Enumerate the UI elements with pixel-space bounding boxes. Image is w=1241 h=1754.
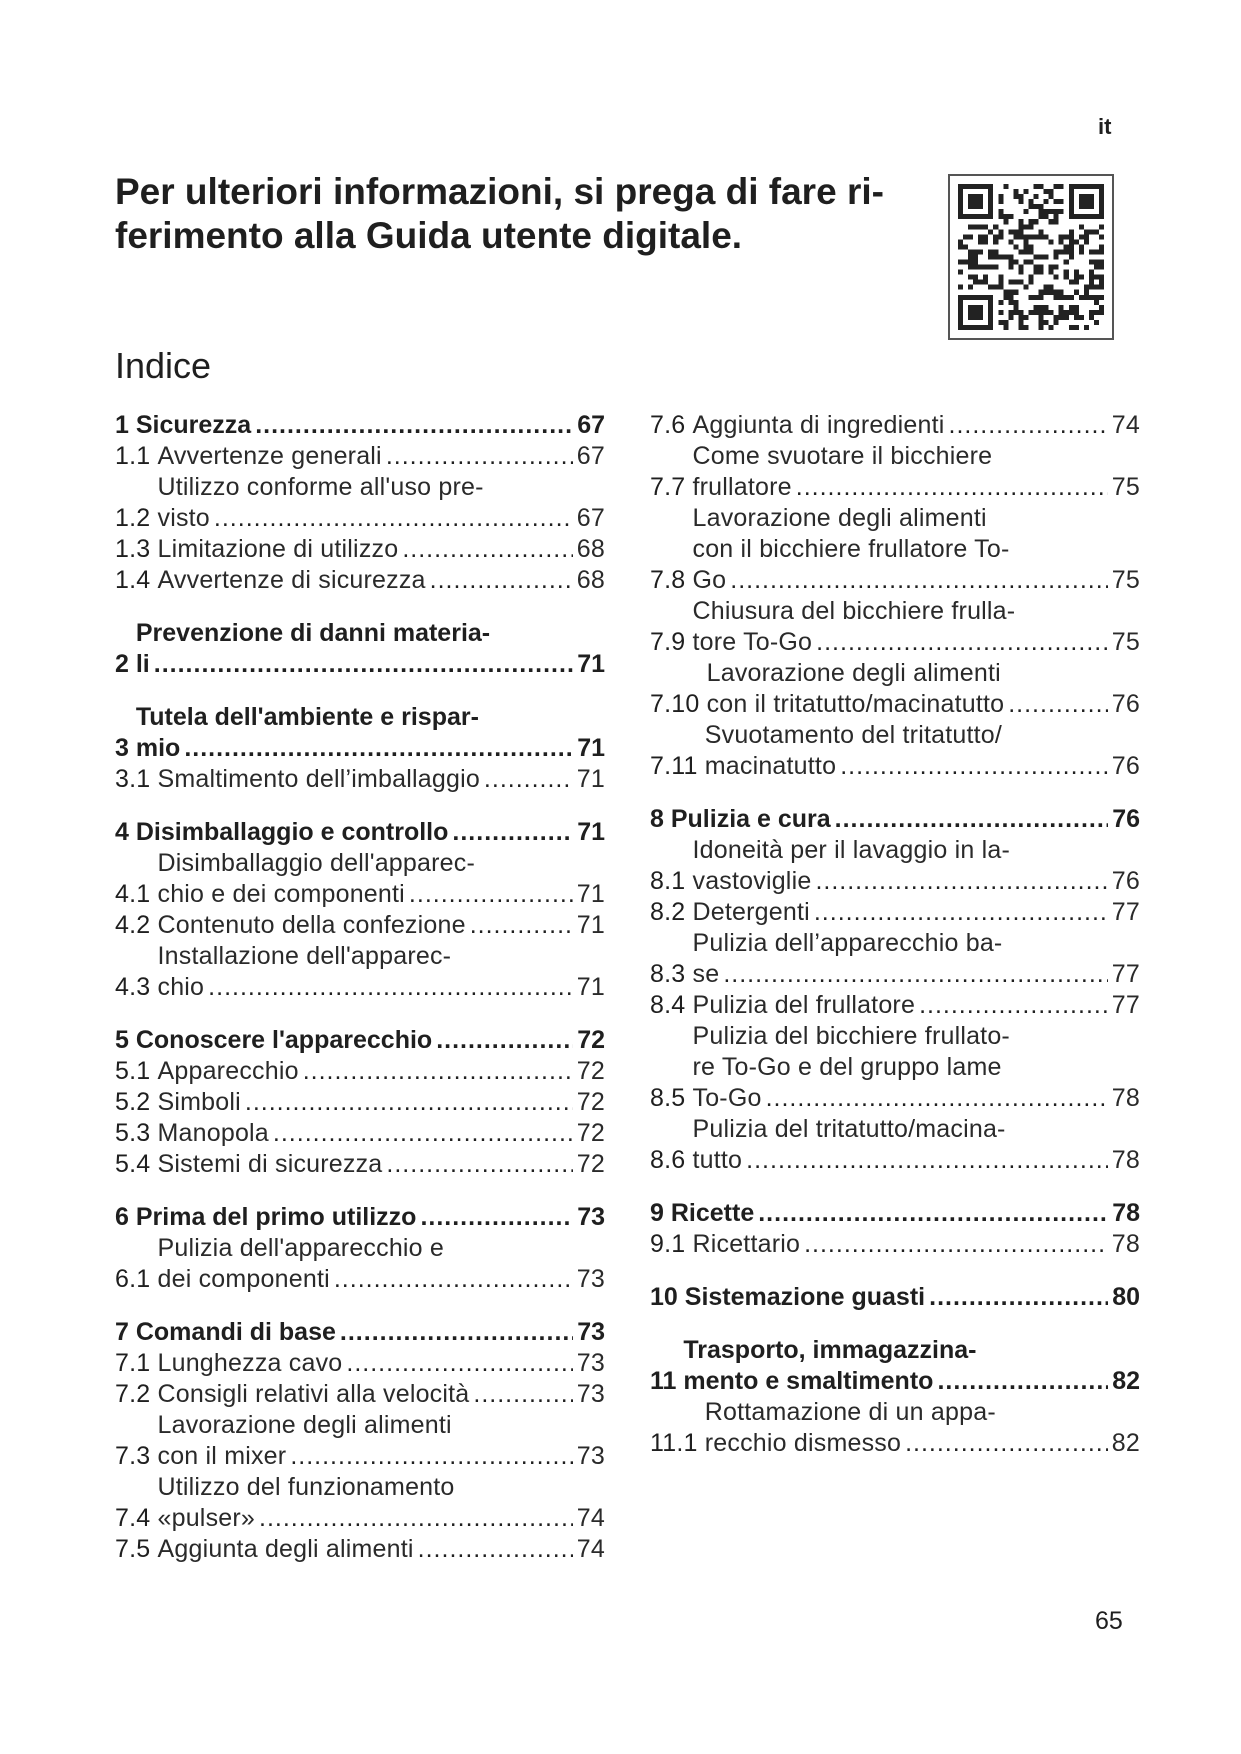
- toc-dot-leader: [346, 1348, 572, 1379]
- toc-entry-number: 5.4: [115, 1150, 158, 1178]
- toc-entry-title-line: Installazione dell'apparec-: [157, 942, 452, 970]
- toc-entry-number: 7.6: [650, 411, 693, 439]
- toc-dot-leader: [303, 1056, 573, 1087]
- toc-dot-leader: [259, 1503, 573, 1534]
- toc-entry-page: 74: [576, 1504, 605, 1532]
- toc-dot-leader: [184, 733, 573, 764]
- toc-dot-leader: [937, 1366, 1108, 1397]
- toc-dot-leader: [334, 1264, 573, 1295]
- toc-entry-title-line: Disimballaggio dell'apparec-: [157, 849, 475, 877]
- toc-entry-title: mento e smaltimento: [683, 1367, 934, 1395]
- toc-entry-number: 4.3: [115, 973, 158, 1001]
- toc-entry-title: To-Go: [692, 1084, 762, 1112]
- toc-entry-page: 73: [576, 1442, 605, 1470]
- toc-entry-number: 5.1: [115, 1057, 158, 1085]
- index-title: Indice: [115, 345, 212, 386]
- toc-dot-leader: [835, 804, 1109, 835]
- toc-entry-number: 5.2: [115, 1088, 158, 1116]
- toc-entry-number: 7.1: [115, 1349, 158, 1377]
- toc-entry-page: 71: [576, 765, 605, 793]
- toc-entry-title: Ricettario: [692, 1230, 801, 1258]
- toc-entry-title: Pulizia e cura: [670, 805, 831, 833]
- toc-dot-leader: [420, 1202, 573, 1233]
- toc-entry-title: Avvertenze di sicurezza: [157, 566, 426, 594]
- toc-entry-title: macinatutto: [704, 752, 837, 780]
- toc-section-entry[interactable]: [115, 472, 605, 534]
- toc-section-entry[interactable]: [115, 1149, 605, 1180]
- toc-entry-page: 68: [576, 566, 605, 594]
- toc-dot-leader: [723, 959, 1107, 990]
- toc-entry-number: 4: [115, 818, 136, 846]
- toc-entry-number: 10: [650, 1283, 685, 1311]
- toc-chapter-entry[interactable]: [115, 1025, 605, 1056]
- qr-code-icon: [948, 174, 1114, 340]
- toc-section-entry[interactable]: [115, 1379, 605, 1410]
- toc-entry-title: Sistemi di sicurezza: [157, 1150, 383, 1178]
- toc-section-entry[interactable]: [650, 658, 1140, 720]
- toc-entry-title: con il mixer: [157, 1442, 287, 1470]
- toc-entry-page: 73: [577, 1318, 605, 1346]
- toc-entry-page: 72: [576, 1150, 605, 1178]
- toc-entry-number: 7.11: [650, 752, 705, 780]
- toc-entry-page: 71: [576, 911, 605, 939]
- toc-entry-number: 6: [115, 1203, 136, 1231]
- toc-entry-page: 74: [1111, 411, 1140, 439]
- toc-entry-title: dei componenti: [157, 1265, 330, 1293]
- toc-entry-title-line: Lavorazione degli alimenti: [157, 1411, 452, 1439]
- toc-section-entry[interactable]: [650, 441, 1140, 503]
- toc-section-entry[interactable]: [650, 410, 1140, 441]
- toc-dot-leader: [758, 1198, 1108, 1229]
- toc-entry-page: 82: [1112, 1367, 1140, 1395]
- toc-chapter-entry[interactable]: [650, 1198, 1140, 1229]
- toc-entry-page: 67: [576, 504, 605, 532]
- toc-dot-leader: [905, 1428, 1108, 1459]
- headline-line-1: Per ulteriori informazioni, si prega di fare ri-: [115, 171, 884, 212]
- toc-entry-title-line: re To-Go e del gruppo lame: [692, 1053, 1002, 1081]
- toc-entry-number: 5: [115, 1026, 136, 1054]
- toc-dot-leader: [386, 441, 573, 472]
- headline-line-2: ferimento alla Guida utente digitale.: [115, 215, 743, 256]
- page-headline: [115, 170, 925, 258]
- toc-dot-leader: [340, 1317, 573, 1348]
- toc-entry-title: chio: [157, 973, 205, 1001]
- toc-dot-leader: [452, 817, 573, 848]
- toc-entry-page: 67: [577, 411, 605, 439]
- toc-entry-number: 8.4: [650, 991, 693, 1019]
- toc-entry-page: 72: [576, 1057, 605, 1085]
- toc-entry-title-line: Chiusura del bicchiere frulla-: [692, 597, 1016, 625]
- toc-entry-number: 8.3: [650, 960, 693, 988]
- toc-dot-leader: [766, 1083, 1108, 1114]
- toc-entry-page: 71: [576, 880, 605, 908]
- toc-entry-title-line: Pulizia dell’apparecchio ba-: [692, 929, 1003, 957]
- toc-entry-number: 1.1: [115, 442, 158, 470]
- toc-entry-page: 71: [576, 973, 605, 1001]
- toc-entry-number: 1.4: [115, 566, 158, 594]
- toc-entry-page: 75: [1111, 628, 1140, 656]
- toc-dot-leader: [436, 1025, 573, 1056]
- toc-entry-title: recchio dismesso: [704, 1429, 902, 1457]
- toc-section-entry[interactable]: [650, 1021, 1140, 1114]
- toc-dot-leader: [245, 1087, 573, 1118]
- toc-section-entry[interactable]: [650, 897, 1140, 928]
- toc-dot-leader: [484, 764, 573, 795]
- toc-chapter-entry[interactable]: [115, 1202, 605, 1233]
- toc-dot-leader: [255, 410, 573, 441]
- toc-dot-leader: [746, 1145, 1108, 1176]
- toc-dot-leader: [290, 1441, 572, 1472]
- toc-entry-page: 77: [1111, 960, 1140, 988]
- toc-entry-title: Smaltimento dell’imballaggio: [157, 765, 480, 793]
- toc-dot-leader: [730, 565, 1108, 596]
- toc-dot-leader: [1008, 689, 1108, 720]
- toc-section-entry[interactable]: [115, 941, 605, 1003]
- toc-dot-leader: [418, 1534, 573, 1565]
- toc-entry-number: 5.3: [115, 1119, 158, 1147]
- toc-dot-leader: [814, 897, 1108, 928]
- toc-entry-title: tutto: [692, 1146, 743, 1174]
- toc-section-entry[interactable]: [115, 1233, 605, 1295]
- toc-section-entry[interactable]: [115, 764, 605, 795]
- toc-dot-leader: [386, 1149, 572, 1180]
- toc-entry-page: 68: [576, 535, 605, 563]
- toc-entry-number: 7.2: [115, 1380, 158, 1408]
- toc-section-entry[interactable]: [650, 928, 1140, 990]
- toc-section-entry[interactable]: [115, 534, 605, 565]
- toc-entry-number: 7.5: [115, 1535, 158, 1563]
- toc-dot-leader: [470, 910, 573, 941]
- toc-entry-number: 1.2: [115, 504, 158, 532]
- toc-section-entry[interactable]: [650, 1397, 1140, 1459]
- toc-entry-number: 8: [650, 805, 671, 833]
- toc-entry-page: 75: [1111, 566, 1140, 594]
- toc-dot-leader: [949, 410, 1108, 441]
- toc-entry-page: 71: [577, 734, 605, 762]
- toc-entry-number: 1.3: [115, 535, 158, 563]
- toc-dot-leader: [208, 972, 573, 1003]
- toc-entry-title: Aggiunta degli alimenti: [157, 1535, 414, 1563]
- toc-entry-number: 9: [650, 1199, 671, 1227]
- toc-entry-title: li: [135, 650, 150, 678]
- toc-entry-title-line: Tutela dell'ambiente e rispar-: [135, 703, 479, 731]
- toc-entry-page: 73: [576, 1265, 605, 1293]
- toc-entry-title-line: Pulizia del tritatutto/macina-: [692, 1115, 1006, 1143]
- toc-section-entry[interactable]: [650, 720, 1140, 782]
- toc-section-entry[interactable]: [650, 1229, 1140, 1260]
- toc-entry-page: 78: [1111, 1146, 1140, 1174]
- toc-section-entry[interactable]: [115, 441, 605, 472]
- toc-entry-title: mio: [135, 734, 181, 762]
- toc-section-entry[interactable]: [650, 596, 1140, 658]
- toc-entry-title-line: Lavorazione degli alimenti: [706, 659, 1001, 687]
- toc-entry-page: 76: [1111, 867, 1140, 895]
- toc-entry-title: Sistemazione guasti: [684, 1283, 926, 1311]
- toc-entry-number: 4.2: [115, 911, 158, 939]
- toc-entry-title: Contenuto della confezione: [157, 911, 466, 939]
- toc-entry-page: 73: [577, 1203, 605, 1231]
- toc-dot-leader: [815, 866, 1107, 897]
- toc-section-entry[interactable]: [650, 1114, 1140, 1176]
- toc-section-entry[interactable]: [650, 835, 1140, 897]
- toc-entry-number: 7.4: [115, 1504, 158, 1532]
- toc-entry-page: 77: [1111, 991, 1140, 1019]
- toc-entry-title: tore To-Go: [692, 628, 813, 656]
- toc-entry-number: 8.2: [650, 898, 693, 926]
- toc-entry-title-line: Prevenzione di danni materia-: [135, 619, 491, 647]
- toc-entry-title-line: Lavorazione degli alimenti: [692, 504, 987, 532]
- toc-dot-leader: [929, 1282, 1108, 1313]
- toc-entry-title: Consigli relativi alla velocità: [157, 1380, 470, 1408]
- toc-section-entry[interactable]: [115, 910, 605, 941]
- toc-section-entry[interactable]: [115, 565, 605, 596]
- toc-entry-page: 73: [576, 1349, 605, 1377]
- toc-entry-page: 73: [576, 1380, 605, 1408]
- toc-entry-title: «pulser»: [157, 1504, 255, 1532]
- toc-entry-page: 71: [577, 818, 605, 846]
- toc-chapter-entry[interactable]: [115, 702, 605, 764]
- toc-entry-number: 2: [115, 650, 136, 678]
- toc-entry-title-line: Rottamazione di un appa-: [704, 1398, 996, 1426]
- toc-entry-title-line: Utilizzo del funzionamento: [157, 1473, 455, 1501]
- toc-chapter-entry[interactable]: [115, 618, 605, 680]
- toc-entry-title: Lunghezza cavo: [157, 1349, 343, 1377]
- toc-entry-title-line: con il bicchiere frullatore To-: [692, 535, 1010, 563]
- toc-entry-title-line: Trasporto, immagazzina-: [683, 1336, 977, 1364]
- toc-entry-title: Comandi di base: [135, 1318, 336, 1346]
- toc-entry-title-line: Pulizia dell'apparecchio e: [157, 1234, 445, 1262]
- toc-left-column: [115, 410, 605, 1565]
- toc-entry-title: vastoviglie: [692, 867, 812, 895]
- toc-entry-page: 71: [577, 650, 605, 678]
- toc-entry-number: 7.10: [650, 690, 707, 718]
- toc-entry-number: 1: [115, 411, 136, 439]
- toc-chapter-entry[interactable]: [115, 1317, 605, 1348]
- toc-chapter-entry[interactable]: [115, 817, 605, 848]
- toc-entry-title: Ricette: [670, 1199, 755, 1227]
- toc-entry-number: 9.1: [650, 1230, 693, 1258]
- toc-dot-leader: [402, 534, 572, 565]
- toc-entry-title: visto: [157, 504, 210, 532]
- toc-section-entry[interactable]: [115, 1056, 605, 1087]
- toc-chapter-entry[interactable]: [650, 804, 1140, 835]
- toc-chapter-entry[interactable]: [650, 1282, 1140, 1313]
- toc-entry-title: Simboli: [157, 1088, 241, 1116]
- toc-entry-page: 76: [1111, 752, 1140, 780]
- toc-section-entry[interactable]: [115, 1348, 605, 1379]
- toc-entry-page: 75: [1111, 473, 1140, 501]
- toc-entry-number: 7.8: [650, 566, 693, 594]
- toc-dot-leader: [796, 472, 1108, 503]
- toc-entry-number: 7.9: [650, 628, 693, 656]
- toc-entry-title-line: Svuotamento del tritatutto/: [704, 721, 1002, 749]
- toc-entry-page: 78: [1111, 1230, 1140, 1258]
- toc-entry-title: Prima del primo utilizzo: [135, 1203, 417, 1231]
- toc-entry-number: 11.1: [650, 1429, 705, 1457]
- toc-dot-leader: [273, 1118, 573, 1149]
- toc-entry-page: 72: [576, 1119, 605, 1147]
- toc-entry-page: 78: [1112, 1199, 1140, 1227]
- toc-entry-number: 8.6: [650, 1146, 693, 1174]
- toc-entry-page: 76: [1111, 690, 1140, 718]
- toc-entry-number: 7.3: [115, 1442, 158, 1470]
- toc-entry-page: 77: [1111, 898, 1140, 926]
- toc-entry-title: Manopola: [157, 1119, 269, 1147]
- toc-entry-title-line: Come svuotare il bicchiere: [692, 442, 993, 470]
- toc-chapter-entry[interactable]: [115, 410, 605, 441]
- toc-entry-number: 3: [115, 734, 136, 762]
- toc-dot-leader: [473, 1379, 572, 1410]
- toc-dot-leader: [409, 879, 573, 910]
- toc-entry-title: Aggiunta di ingredienti: [692, 411, 945, 439]
- language-tag: it: [1098, 114, 1112, 139]
- toc-entry-title: frullatore: [692, 473, 792, 501]
- toc-entry-number: 3.1: [115, 765, 158, 793]
- toc-entry-number: 8.5: [650, 1084, 693, 1112]
- toc-entry-title: Sicurezza: [135, 411, 252, 439]
- toc-chapter-entry[interactable]: [650, 1335, 1140, 1397]
- toc-entry-title: Apparecchio: [157, 1057, 299, 1085]
- toc-entry-page: 78: [1111, 1084, 1140, 1112]
- toc-dot-leader: [430, 565, 573, 596]
- toc-entry-title: Detergenti: [692, 898, 810, 926]
- toc-entry-title: Pulizia del frullatore: [692, 991, 916, 1019]
- toc-section-entry[interactable]: [115, 848, 605, 910]
- toc-dot-leader: [214, 503, 573, 534]
- toc-entry-title: Avvertenze generali: [157, 442, 382, 470]
- toc-entry-page: 74: [576, 1535, 605, 1563]
- toc-entry-title: Go: [692, 566, 727, 594]
- toc-entry-number: 6.1: [115, 1265, 158, 1293]
- toc-entry-number: 7: [115, 1318, 136, 1346]
- toc-entry-number: 7.7: [650, 473, 693, 501]
- toc-section-entry[interactable]: [650, 990, 1140, 1021]
- toc-dot-leader: [154, 649, 573, 680]
- toc-section-entry[interactable]: [115, 1087, 605, 1118]
- toc-entry-page: 82: [1111, 1429, 1140, 1457]
- toc-section-entry[interactable]: [115, 1410, 605, 1472]
- toc-entry-number: 8.1: [650, 867, 693, 895]
- toc-entry-title: Conoscere l'apparecchio: [135, 1026, 433, 1054]
- toc-entry-title: Disimballaggio e controllo: [135, 818, 449, 846]
- toc-entry-page: 67: [576, 442, 605, 470]
- toc-section-entry[interactable]: [650, 503, 1140, 596]
- toc-dot-leader: [816, 627, 1108, 658]
- toc-right-column: [650, 410, 1140, 1459]
- toc-entry-title: se: [692, 960, 720, 988]
- toc-entry-number: 4.1: [115, 880, 158, 908]
- toc-entry-title: chio e dei componenti: [157, 880, 405, 908]
- page-number: 65: [1095, 1607, 1123, 1635]
- toc-entry-title: con il tritatutto/macinatutto: [706, 690, 1005, 718]
- toc-entry-page: 72: [577, 1026, 605, 1054]
- toc-entry-title-line: Utilizzo conforme all'uso pre-: [157, 473, 484, 501]
- toc-entry-number: 11: [650, 1367, 684, 1395]
- toc-section-entry[interactable]: [115, 1472, 605, 1534]
- toc-entry-title-line: Pulizia del bicchiere frullato-: [692, 1022, 1010, 1050]
- toc-dot-leader: [919, 990, 1108, 1021]
- toc-entry-page: 72: [576, 1088, 605, 1116]
- toc-section-entry[interactable]: [115, 1118, 605, 1149]
- toc-entry-title: Limitazione di utilizzo: [157, 535, 399, 563]
- toc-dot-leader: [840, 751, 1108, 782]
- toc-entry-title-line: Idoneità per il lavaggio in la-: [692, 836, 1011, 864]
- toc-entry-page: 80: [1112, 1283, 1140, 1311]
- toc-section-entry[interactable]: [115, 1534, 605, 1565]
- toc-entry-page: 76: [1112, 805, 1140, 833]
- toc-dot-leader: [804, 1229, 1108, 1260]
